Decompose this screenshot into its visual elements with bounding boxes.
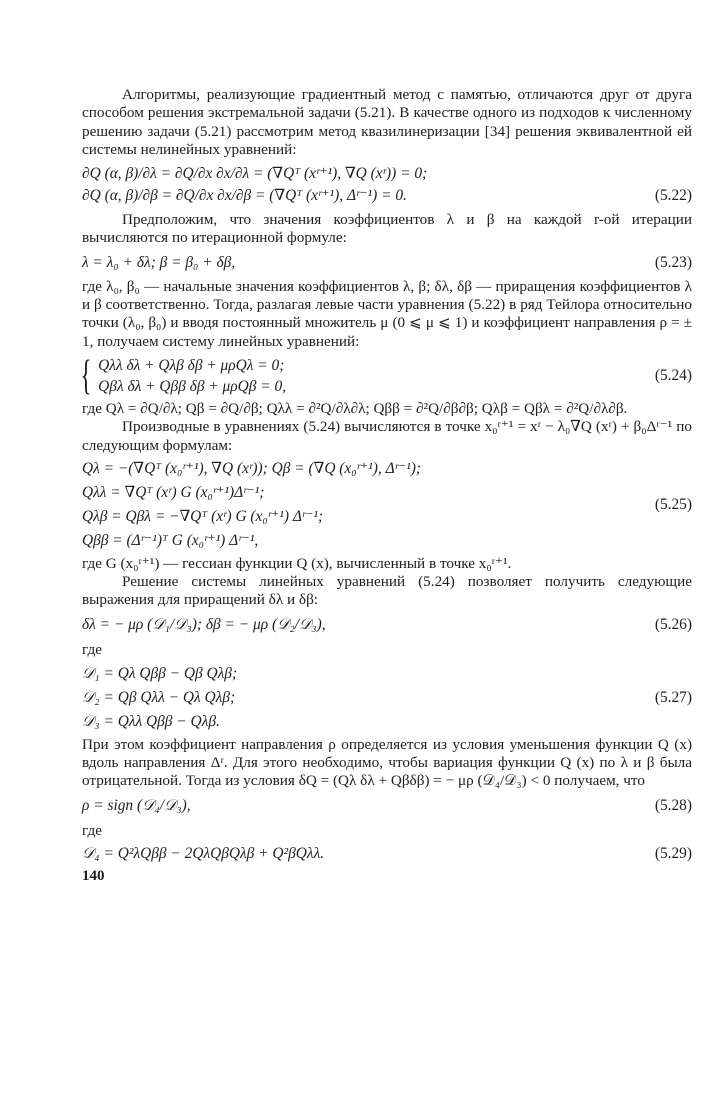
equation-text: ∂Q (α, β)/∂λ = ∂Q/∂x ∂x/∂λ = (∇Qᵀ (xʳ⁺¹), ∇Q (xʳ)) = 0; [82, 165, 428, 183]
equation-number: (5.28) [654, 796, 692, 814]
equation-line [82, 614, 692, 636]
paragraph-derivatives: Производные в уравнениях (5.24) вычисляются в точке x₀ʳ⁺¹ = xʳ − λ₀∇Q (xʳ) + β₀Δʳ⁻¹ по следующим формулам: [82, 418, 692, 454]
equation-line [82, 252, 692, 274]
paragraph-intro: Алгоритмы, реализующие градиентный метод с памятью, отличаются друг от друга способом решения экстремальной задачи (5.21). В качестве одного из подходов к численному решению задачи (5.21) рассмотрим метод квазилинеризации [34] решения эквивалентной ей системы нелинейных уравнений: [82, 86, 692, 158]
paragraph-direction: При этом коэффициент направления ρ определяется из условия уменьшения функции Q (x) вдоль направления Δʳ. Для этого необходимо, чтобы вариация функции Q (x) по λ и β была отрицательной. Тогда из условия δQ = (Qλ δλ + Qβδβ) = − μρ (𝒟₄/𝒟₃) < 0 получаем, что [82, 735, 692, 790]
equation-text: Qλβ = Qβλ = −∇Qᵀ (xʳ) G (x₀ʳ⁺¹) Δʳ⁻¹; [82, 507, 324, 525]
equation-5-24 [80, 352, 692, 399]
equation-text: ∂Q (α, β)/∂β = ∂Q/∂x ∂x/∂β = (∇Qᵀ (xʳ⁺¹), Δʳ⁻¹) = 0. [82, 187, 407, 205]
paragraph-definitions: где Qλ = ∂Q/∂λ; Qβ = ∂Q/∂β; Qλλ = ∂²Q/∂λ∂λ; Qββ = ∂²Q/∂β∂β; Qλβ = Qβλ = ∂²Q/∂λ∂β. [82, 399, 628, 417]
equation-number: (5.29) [654, 844, 692, 862]
equation-text: ρ = sign (𝒟₄/𝒟₃), [82, 796, 191, 814]
paragraph-solution: Решение системы линейных уравнений (5.24) позволяет получить следующие выражения для приращений δλ и δβ: [82, 573, 692, 609]
equation-text: Qββ = (Δʳ⁻¹)ᵀ G (x₀ʳ⁺¹) Δʳ⁻¹, [82, 531, 259, 549]
equation-text: Qβλ δλ + Qββ δβ + μρQβ = 0, [98, 377, 287, 395]
equation-number: (5.24) [654, 366, 692, 384]
where-label: где [82, 821, 102, 839]
equation-line [82, 843, 692, 865]
equation-text: 𝒟₃ = Qλλ Qββ − Qλβ. [82, 712, 220, 730]
equation-5-29 [82, 843, 692, 865]
equation-line [82, 163, 692, 185]
equation-group [82, 457, 421, 553]
equation-5-26 [82, 614, 692, 636]
paragraph-taylor: где λ₀, β₀ — начальные значения коэффициентов λ, β; δλ, δβ — приращения коэффициентов λ и β соответственно. Тогда, разлагая левые части уравнения (5.22) в ряд Тейлора относительно точки (λ₀, β₀) и вводя постоянный множитель μ (0 ⩽ μ ⩽ 1) и коэффициент направления ρ = ± 1, получаем систему линейных уравнений: [82, 277, 692, 350]
equation-line [82, 185, 692, 207]
equation-number: (5.23) [654, 253, 692, 271]
where-label: где [82, 640, 102, 658]
equation-text: λ = λ₀ + δλ; β = β₀ + δβ, [82, 253, 236, 271]
equation-text: 𝒟₄ = Q²λQββ − 2QλQβQλβ + Q²βQλλ. [82, 844, 325, 862]
equation-text: 𝒟₁ = Qλ Qββ − Qβ Qλβ; [82, 664, 238, 682]
equation-text: 𝒟₂ = Qβ Qλλ − Qλ Qλβ; [82, 688, 236, 706]
equation-5-25 [82, 457, 692, 553]
equation-text: Qλλ = ∇Qᵀ (xʳ) G (x₀ʳ⁺¹)Δʳ⁻¹; [82, 483, 265, 501]
equation-text: Qλ = −(∇Qᵀ (x₀ʳ⁺¹), ∇Q (xʳ)); Qβ = (∇Q (x₀ʳ⁺¹), Δʳ⁻¹); [82, 459, 422, 477]
paragraph-hessian: где G (x₀ʳ⁺¹) — гессиан функции Q (x), вычисленный в точке x₀ʳ⁺¹. [82, 554, 512, 572]
equation-line [82, 795, 692, 817]
paragraph-assumption: Предположим, что значения коэффициентов λ и β на каждой r-ой итерации вычисляются по итерационной формуле: [82, 211, 692, 247]
equation-5-23 [82, 252, 692, 274]
equation-5-22 [82, 163, 692, 207]
equation-number: (5.27) [654, 688, 692, 706]
equation-5-27 [82, 662, 692, 734]
equation-text: Qλλ δλ + Qλβ δβ + μρQλ = 0; [98, 356, 285, 374]
equation-number: (5.22) [654, 187, 692, 205]
equation-number: (5.25) [654, 495, 692, 513]
equation-5-28 [82, 795, 692, 817]
page-number: 140 [82, 867, 105, 884]
left-brace: { [80, 352, 92, 399]
equation-number: (5.26) [654, 615, 692, 633]
equation-group [82, 662, 237, 734]
equation-text: δλ = − μρ (𝒟₁/𝒟₃); δβ = − μρ (𝒟₂/𝒟₃), [82, 615, 326, 633]
equation-system [98, 355, 655, 397]
